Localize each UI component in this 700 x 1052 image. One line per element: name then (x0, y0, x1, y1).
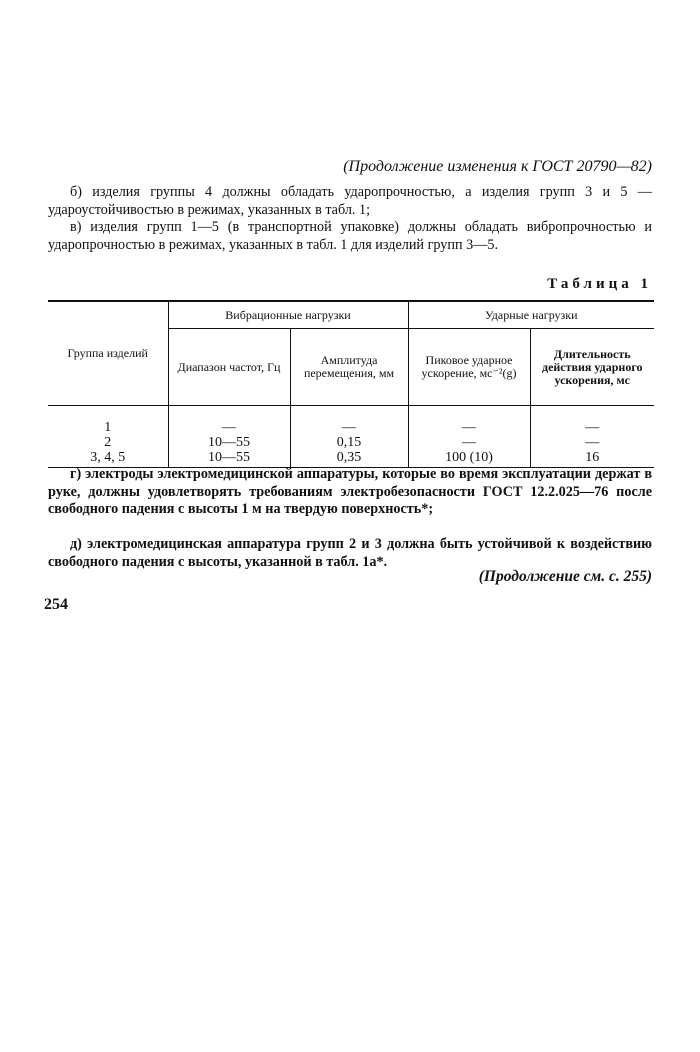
loads-table (48, 300, 654, 468)
cell-dur: — (530, 435, 654, 450)
table-row (48, 450, 654, 468)
cell-freq: 10—55 (168, 450, 290, 468)
continuation-footer: (Продолжение см. с. 255) (478, 568, 652, 585)
cell-amp: 0,35 (290, 450, 408, 468)
amplitude-header: Амплитуда перемещения, мм (290, 329, 408, 406)
duration-header: Длительность действия ударного ускорения, мс (530, 329, 654, 406)
freq-range-header: Диапазон частот, Гц (168, 329, 290, 406)
cell-group: 3, 4, 5 (48, 450, 168, 468)
table-row (48, 406, 654, 436)
paragraph-v: в) изделия групп 1—5 (в транспортной упаковке) должны обладать вибропрочностью и ударопрочностью в режимах, указанных в табл. 1 для изделий групп 3—5. (48, 219, 652, 253)
cell-peak: — (408, 406, 530, 436)
cell-amp: — (290, 406, 408, 436)
cell-freq: — (168, 406, 290, 436)
cell-dur: 16 (530, 450, 654, 468)
vibration-header: Вибрационные нагрузки (168, 301, 408, 329)
cell-dur: — (530, 406, 654, 436)
page-number: 254 (44, 596, 68, 613)
cell-peak: 100 (10) (408, 450, 530, 468)
group-column-header: Группа изделий (48, 301, 168, 406)
paragraph-b: б) изделия группы 4 должны обладать ударопрочностью, а изделия групп 3 и 5 — удароустойчивостью в режимах, указанных в табл. 1; (48, 184, 652, 218)
paragraph-g: г) электроды электромедицинской аппаратуры, которые во время эксплуатации держат в руке, должны удовлетворять требованиям электробезопасности ГОСТ 12.2.025—76 после свободного падения с высоты 1 м на твердую поверхность*; (48, 466, 652, 517)
cell-freq: 10—55 (168, 435, 290, 450)
cell-amp: 0,15 (290, 435, 408, 450)
peak-accel-header: Пиковое ударное ускорение, мс⁻²(g) (408, 329, 530, 406)
cell-group: 1 (104, 420, 112, 435)
table-caption: Таблица 1 (547, 276, 652, 292)
continuation-header: (Продолжение изменения к ГОСТ 20790—82) (343, 158, 652, 175)
table-row (48, 435, 654, 450)
shock-header: Ударные нагрузки (408, 301, 654, 329)
cell-peak: — (408, 435, 530, 450)
paragraph-d: д) электромедицинская аппаратура групп 2 и 3 должна быть устойчивой к воздействию свободного падения с высоты, указанной в табл. 1а*. (48, 536, 652, 570)
cell-group: 2 (104, 435, 112, 450)
